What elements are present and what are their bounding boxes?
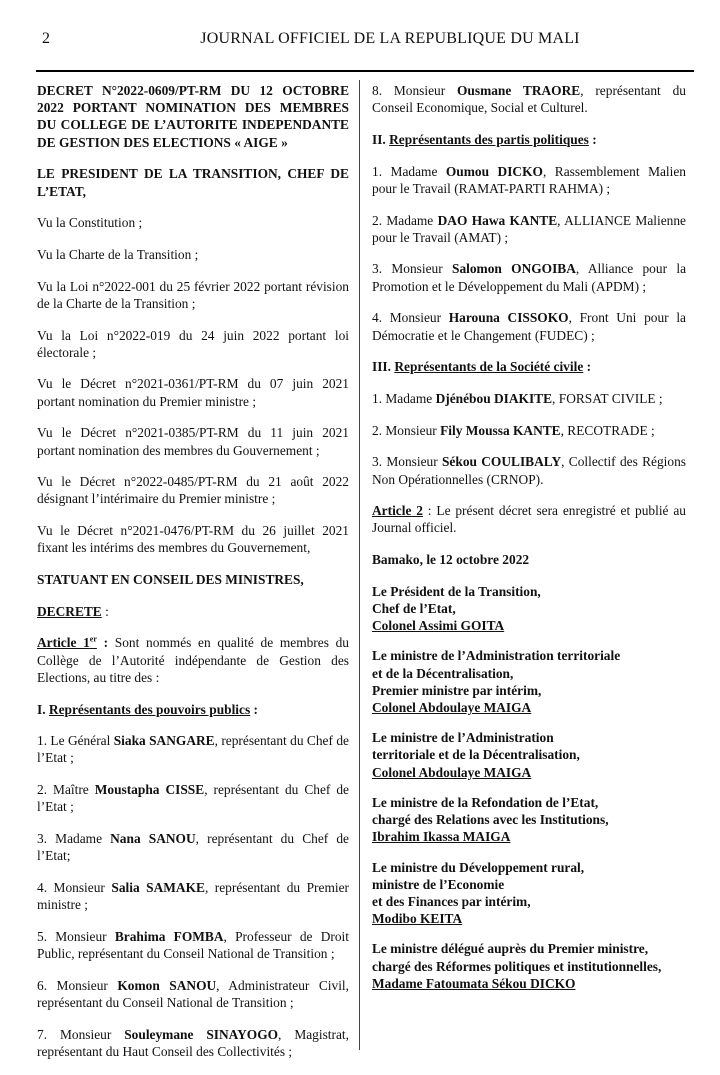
column-divider: [359, 80, 360, 1050]
member-item: [37, 977, 349, 1011]
signature-line: Le Président de la Transition,: [372, 583, 541, 599]
signature-line: chargé des Réformes politiques et institutionnelles,: [372, 958, 662, 974]
section-2-title: Représentants des partis politiques: [389, 131, 589, 147]
signature-line: ministre de l’Economie: [372, 876, 505, 892]
member-name: Ousmane TRAORE: [457, 83, 581, 98]
section-3-suffix: :: [583, 359, 592, 375]
member-name: Fily Moussa KANTE: [440, 422, 561, 438]
party-member-item: [372, 163, 686, 197]
section-3-heading: [372, 358, 686, 375]
signature-line: et de la Décentralisation,: [372, 665, 514, 681]
signature-line: Le ministre du Développement rural,: [372, 859, 585, 875]
signatory-name: Madame Fatoumata Sékou DICKO: [372, 975, 576, 991]
member-item: [37, 732, 349, 766]
section-1-heading: [37, 701, 349, 718]
member-name: Harouna CISSOKO: [448, 310, 569, 326]
member-prefix: 4. Monsieur: [37, 880, 112, 895]
party-member-item: [372, 260, 686, 294]
civil-member-item: [372, 390, 686, 407]
member-name: Siaka SANGARE: [113, 733, 215, 749]
member-name: Sékou COULIBALY: [441, 454, 562, 470]
left-column: [37, 82, 349, 1075]
member-role: , FORSAT CIVILE ;: [552, 390, 663, 406]
signature-block: [372, 859, 686, 928]
section-2-heading: [372, 131, 686, 148]
visa: Vu la Constitution ;: [37, 215, 143, 231]
member-prefix: 8. Monsieur: [372, 83, 457, 98]
section-1-prefix: I.: [37, 701, 49, 717]
signatory-name: Colonel Abdoulaye MAIGA: [372, 764, 532, 780]
right-column: [372, 82, 686, 1005]
member-role: , représentant du Chef de l’Etat;: [37, 831, 349, 864]
section-2-suffix: :: [588, 131, 597, 147]
article-1-label-text: Article 1: [37, 635, 90, 651]
member-role: , Collectif des Régions Non Opérationnelles (CRNOP).: [372, 454, 686, 487]
civil-member-item: [372, 422, 686, 439]
member-name: Brahima FOMBA: [114, 928, 224, 944]
signature-block: [372, 583, 686, 635]
signatory-name: Modibo KEITA: [372, 911, 463, 927]
member-item: [37, 1026, 349, 1060]
member-prefix: 2. Monsieur: [372, 422, 441, 438]
member-name: Komon SANOU: [117, 977, 217, 993]
member-name: Djénébou DIAKITE: [435, 390, 553, 406]
decree-title: DECRET N°2022-0609/PT-RM DU 12 OCTOBRE 2022 PORTANT NOMINATION DES MEMBRES DU COLLEGE DE L’AUTORITE INDEPENDANTE DE GESTION DES ELECTIONS « AIGE »: [37, 83, 349, 150]
member-prefix: 5. Monsieur: [37, 928, 115, 944]
member-role: , représentant du Premier ministre ;: [37, 880, 349, 913]
decrete-label: DECRETE: [37, 603, 102, 619]
member-name: Salomon ONGOIBA: [452, 261, 576, 277]
decrete-line: [37, 603, 349, 620]
section-1-suffix: :: [250, 701, 258, 717]
visa: Vu le Décret n°2021-0476/PT-RM du 26 juillet 2021 fixant les intérims des membres du Gouvernement,: [37, 523, 349, 556]
visa: Vu la Loi n°2022-019 du 24 juin 2022 portant loi électorale ;: [37, 327, 349, 360]
member-prefix: 3. Monsieur: [372, 454, 442, 470]
member-prefix: 1. Madame: [372, 163, 446, 179]
section-1-title: Représentants des pouvoirs publics: [48, 701, 251, 717]
member-role: , Administrateur Civil, représentant du Conseil National de Transition ;: [37, 977, 349, 1011]
section-2-prefix: II.: [372, 131, 390, 147]
place-date: Bamako, le 12 octobre 2022: [372, 552, 530, 568]
member-prefix: 2. Maître: [37, 782, 95, 798]
signatory-name: Colonel Abdoulaye MAIGA: [372, 700, 532, 716]
journal-title: JOURNAL OFFICIEL DE LA REPUBLIQUE DU MALI: [200, 30, 580, 47]
signature-block: [372, 940, 686, 992]
signature-block: [372, 729, 686, 781]
visa: Vu la Loi n°2022-001 du 25 février 2022 portant révision de la Charte de la Transition ;: [37, 278, 349, 311]
article-2: [372, 502, 686, 536]
member-prefix: 6. Monsieur: [37, 977, 118, 993]
visa: Vu la Charte de la Transition ;: [37, 246, 199, 262]
signature-line: Le ministre de la Refondation de l’Etat,: [372, 794, 599, 810]
member-prefix: 1. Le Général: [37, 733, 114, 749]
signature-block: [372, 794, 686, 846]
president-heading: LE PRESIDENT DE LA TRANSITION, CHEF DE L’ETAT,: [37, 166, 349, 199]
member-role: , Alliance pour la Promotion et le Développement du Mali (APDM) ;: [372, 261, 687, 294]
member-name: Salia SAMAKE: [111, 880, 205, 895]
member-role: , représentant du Chef de l’Etat ;: [37, 733, 349, 766]
member-role: , ALLIANCE Malienne pour le Travail (AMAT) ;: [372, 212, 686, 245]
signatory-name: Ibrahim Ikassa MAIGA: [372, 829, 511, 845]
signature-line: Le ministre délégué auprès du Premier ministre,: [372, 941, 649, 957]
article-1: [37, 634, 349, 686]
member-item: [372, 82, 686, 116]
signature-block: [372, 647, 686, 716]
signature-line: Chef de l’Etat,: [372, 601, 456, 617]
member-role: , Magistrat, représentant du Haut Conseil des Collectivités ;: [37, 1026, 349, 1059]
member-item: [37, 928, 349, 962]
member-prefix: 2. Madame: [372, 212, 438, 228]
signature-line: Le ministre de l’Administration territoriale: [372, 648, 621, 664]
member-name: Oumou DICKO: [445, 163, 543, 179]
header-rule: [36, 70, 694, 72]
member-item: [37, 879, 349, 913]
section-3-prefix: III.: [372, 359, 395, 375]
visa: Vu le Décret n°2021-0361/PT-RM du 07 juin 2021 portant nomination du Premier ministre ;: [37, 376, 349, 409]
article-1-colon: :: [96, 635, 109, 651]
signature-line: Premier ministre par intérim,: [372, 682, 542, 698]
article-1-sup: er: [89, 635, 97, 644]
decrete-colon: :: [101, 603, 109, 619]
member-role: , RECOTRADE ;: [560, 422, 655, 438]
member-prefix: 3. Madame: [37, 831, 111, 847]
member-item: [37, 781, 349, 815]
member-name: DAO Hawa KANTE: [437, 212, 558, 228]
member-prefix: 3. Monsieur: [372, 261, 452, 277]
statuant-heading: STATUANT EN CONSEIL DES MINISTRES,: [37, 572, 304, 588]
member-name: Moustapha CISSE: [94, 782, 205, 798]
signature-line: territoriale et de la Décentralisation,: [372, 747, 580, 763]
member-prefix: 4. Monsieur: [372, 310, 449, 326]
visa: Vu le Décret n°2021-0385/PT-RM du 11 juin 2021 portant nomination des membres du Gouvernement ;: [37, 425, 349, 458]
article-1-text: Sont nommés en qualité de membres du Collège de l’Autorité indépendante de Gestion des Elections, au titre des :: [37, 635, 350, 685]
article-2-text: : Le présent décret sera enregistré et publié au Journal officiel.: [372, 503, 686, 536]
member-item: [37, 830, 349, 864]
party-member-item: [372, 212, 686, 246]
article-2-label: Article 2: [372, 503, 423, 519]
party-member-item: [372, 309, 686, 343]
member-role: , Front Uni pour la Démocratie et le Changement (FUDEC) ;: [372, 310, 686, 343]
section-3-title: Représentants de la Société civile: [394, 359, 584, 375]
civil-member-item: [372, 453, 686, 487]
member-name: Souleymane SINAYOGO: [124, 1026, 279, 1042]
member-name: Nana SANOU: [110, 831, 196, 847]
signature-line: Le ministre de l’Administration: [372, 730, 554, 746]
page-number: 2: [42, 30, 50, 47]
signature-line: et des Finances par intérim,: [372, 893, 531, 909]
member-role: , représentant du Chef de l’Etat ;: [37, 782, 350, 815]
member-role: , Professeur de Droit Public, représentant du Conseil National de Transition ;: [37, 928, 349, 962]
member-prefix: 1. Madame: [372, 390, 436, 406]
member-role: , représentant du Conseil Economique, Social et Culturel.: [372, 83, 686, 116]
signature-line: chargé des Relations avec les Institutions,: [372, 812, 609, 828]
member-prefix: 7. Monsieur: [37, 1026, 125, 1042]
article-1-label: [37, 635, 97, 650]
member-role: , Rassemblement Malien pour le Travail (RAMAT-PARTI RAHMA) ;: [372, 163, 686, 196]
signatory-name: Colonel Assimi GOITA: [372, 618, 505, 634]
visa: Vu le Décret n°2022-0485/PT-RM du 21 août 2022 désignant l’intérimaire du Premier ministre ;: [37, 474, 349, 507]
